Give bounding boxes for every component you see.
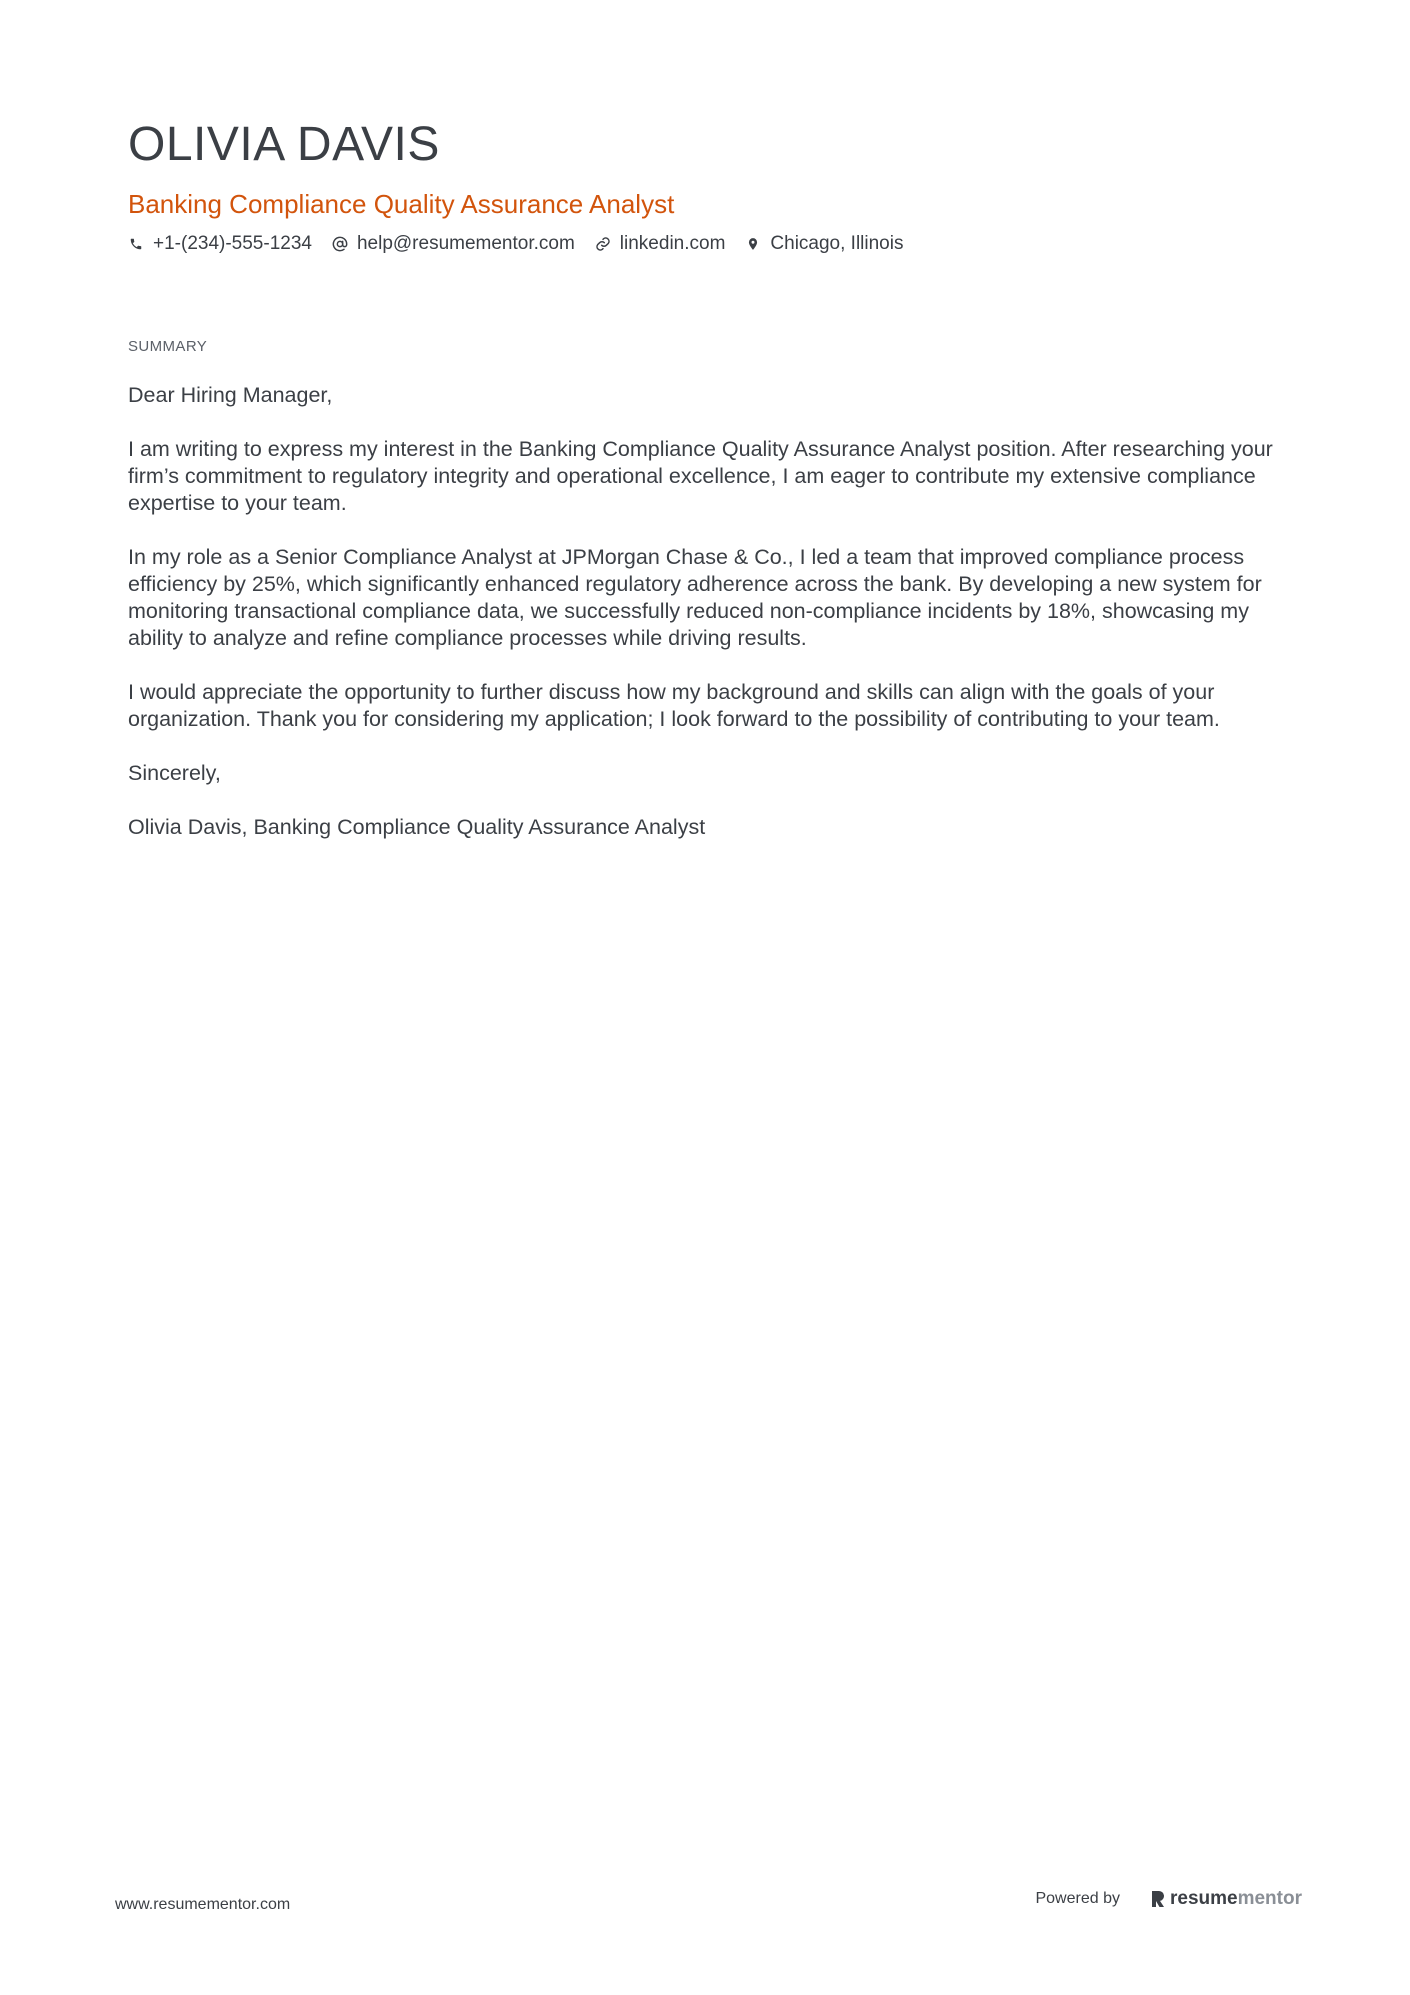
email-link[interactable]: help@resumementor.com xyxy=(356,233,575,254)
contact-phone xyxy=(128,230,312,258)
brand-logo[interactable] xyxy=(1150,1888,1302,1910)
footer-website[interactable]: www.resumementor.com xyxy=(115,1896,291,1913)
at-icon xyxy=(332,236,348,252)
brand-name-part2: mentor xyxy=(1237,1888,1302,1909)
phone-text: +1-(234)-555-1234 xyxy=(153,233,312,254)
letter-body xyxy=(128,382,1288,868)
contact-bar xyxy=(128,230,1288,258)
paragraph-closing: I would appreciate the opportunity to further discuss how my background and skills can align with the goals of your organization. Thank you for considering my application; I look forward to the possibility of contributing to your team. xyxy=(128,680,1220,731)
link-icon xyxy=(595,236,611,252)
candidate-name: OLIVIA DAVIS xyxy=(128,118,440,171)
phone-icon xyxy=(128,236,144,252)
brand-name-part1: resume xyxy=(1169,1888,1238,1909)
location-text: Chicago, Illinois xyxy=(770,233,904,254)
linkedin-link[interactable]: linkedin.com xyxy=(619,233,726,254)
job-title: Banking Compliance Quality Assurance Analyst xyxy=(128,189,675,219)
footer-branding xyxy=(1035,1888,1302,1910)
section-heading-summary: SUMMARY xyxy=(128,338,208,355)
closing: Sincerely, xyxy=(128,761,221,785)
paragraph-experience: In my role as a Senior Compliance Analyst at JPMorgan Chase & Co., I led a team that improved compliance process efficiency by 25%, which significantly enhanced regulatory adherence across the bank. By developing a new system for monitoring transactional compliance data, we successfully reduced non-compliance incidents by 18%, showcasing my ability to analyze and refine compliance processes while driving results. xyxy=(128,545,1262,650)
contact-linkedin[interactable] xyxy=(595,230,726,258)
signature: Olivia Davis, Banking Compliance Quality Assurance Analyst xyxy=(128,815,706,839)
map-pin-icon xyxy=(745,236,761,252)
contact-email[interactable] xyxy=(332,230,575,258)
resumementor-logo-icon xyxy=(1150,1889,1166,1909)
contact-location xyxy=(745,230,903,258)
paragraph-intro: I am writing to express my interest in the Banking Compliance Quality Assurance Analyst position. After researching your firm’s commitment to regulatory integrity and operational excellence, I am eager to contribute my extensive compliance expertise to your team. xyxy=(128,437,1273,515)
greeting: Dear Hiring Manager, xyxy=(128,383,333,407)
header xyxy=(128,112,1288,258)
powered-by-label: Powered by xyxy=(1035,1890,1120,1907)
